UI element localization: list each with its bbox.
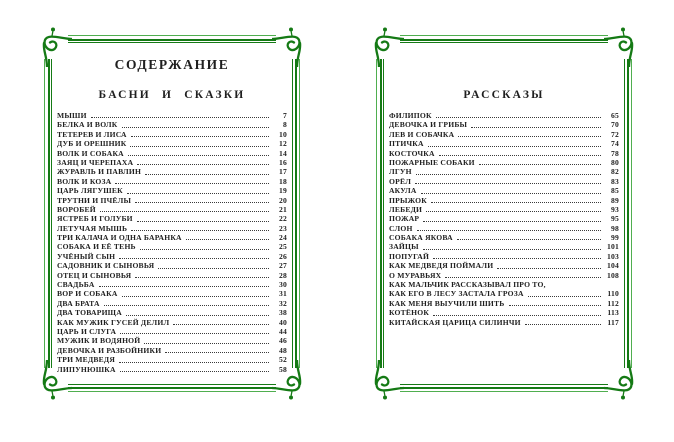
toc-entry-title: ТРУТНИ И ПЧЁЛЫ bbox=[57, 195, 132, 205]
toc-entry bbox=[389, 271, 619, 280]
toc-page-number: 52 bbox=[279, 355, 287, 365]
toc-entry bbox=[57, 139, 287, 148]
toc-page-number: 103 bbox=[607, 251, 619, 261]
toc-dot-leader bbox=[509, 305, 602, 306]
toc-dot-leader bbox=[122, 296, 270, 297]
toc-entry bbox=[389, 214, 619, 223]
toc-entry-title: ЦАРЬ И СЛУГА bbox=[57, 326, 117, 336]
toc-entry bbox=[57, 224, 287, 233]
fables-toc-list bbox=[57, 111, 287, 374]
toc-entry bbox=[57, 327, 287, 336]
toc-entry-title: ВОР И СОБАКА bbox=[57, 289, 118, 299]
toc-dot-leader bbox=[145, 174, 269, 175]
toc-dot-leader bbox=[135, 277, 269, 278]
toc-entry bbox=[57, 261, 287, 270]
toc-dot-leader bbox=[173, 324, 269, 325]
toc-dot-leader bbox=[458, 136, 601, 137]
toc-entry bbox=[57, 186, 287, 195]
toc-entry-title: САДОВНИК И СЫНОВЬЯ bbox=[57, 261, 155, 271]
toc-entry bbox=[57, 252, 287, 261]
toc-entry bbox=[57, 233, 287, 242]
toc-entry bbox=[389, 242, 619, 251]
toc-entry bbox=[57, 308, 287, 317]
toc-dot-leader bbox=[144, 343, 269, 344]
toc-entry-title: КАК МЕДВЕДЯ ПОЙМАЛИ bbox=[389, 261, 494, 271]
toc-page-number: 80 bbox=[611, 157, 619, 167]
toc-dot-leader bbox=[128, 155, 269, 156]
toc-dot-leader bbox=[416, 174, 601, 175]
toc-entry-title: ПОЖАРНЫЕ СОБАКИ bbox=[389, 157, 475, 167]
toc-dot-leader bbox=[115, 183, 269, 184]
toc-page-number: 110 bbox=[607, 289, 619, 299]
toc-entry bbox=[57, 167, 287, 176]
toc-page-number: 17 bbox=[279, 167, 287, 177]
toc-page-number: 7 bbox=[283, 111, 287, 120]
toc-page-number: 46 bbox=[279, 336, 287, 346]
toc-dot-leader bbox=[471, 127, 601, 128]
toc-page-number: 82 bbox=[611, 167, 619, 177]
toc-dot-leader bbox=[433, 258, 601, 259]
toc-dot-leader bbox=[120, 333, 269, 334]
toc-dot-leader bbox=[445, 277, 601, 278]
toc-entry-title: УЧЁНЫЙ СЫН bbox=[57, 251, 116, 261]
toc-dot-leader bbox=[497, 268, 601, 269]
toc-dot-leader bbox=[415, 183, 601, 184]
toc-entry-title: О МУРАВЬЯХ bbox=[389, 270, 442, 280]
toc-page-number: 85 bbox=[611, 186, 619, 196]
toc-dot-leader bbox=[436, 117, 601, 118]
toc-entry-title: СОБАКА ЯКОВА bbox=[389, 233, 453, 243]
toc-dot-leader bbox=[525, 324, 601, 325]
toc-dot-leader bbox=[119, 362, 269, 363]
toc-entry-title: ДЕВОЧКА И РАЗБОЙНИКИ bbox=[57, 345, 162, 355]
toc-page-number: 70 bbox=[611, 120, 619, 130]
toc-page-number: 95 bbox=[611, 214, 619, 224]
toc-entry-title: ТЕТЕРЕВ И ЛИСА bbox=[57, 129, 127, 139]
toc-entry bbox=[389, 139, 619, 148]
toc-entry-title: ЖУРАВЛЬ И ПАВЛИН bbox=[57, 167, 142, 177]
section-title-fables: БАСНИ И СКАЗКИ bbox=[98, 89, 246, 101]
toc-entry bbox=[389, 186, 619, 195]
left-page-content bbox=[53, 44, 291, 383]
toc-page-number: 16 bbox=[279, 157, 287, 167]
toc-entry bbox=[57, 214, 287, 223]
toc-page-number: 65 bbox=[611, 111, 619, 120]
toc-entry bbox=[57, 299, 287, 308]
stories-toc-list bbox=[389, 111, 619, 327]
toc-page-number: 14 bbox=[279, 148, 287, 158]
toc-dot-leader bbox=[428, 146, 601, 147]
toc-entry-title: БЕЛКА И ВОЛК bbox=[57, 120, 118, 130]
toc-page-number: 10 bbox=[279, 129, 287, 139]
toc-entry-title: СВАДЬБА bbox=[57, 280, 95, 290]
toc-entry bbox=[389, 308, 619, 317]
toc-entry-title: ПОПУГАЙ bbox=[389, 251, 430, 261]
toc-dot-leader bbox=[131, 230, 269, 231]
toc-dot-leader bbox=[135, 202, 269, 203]
toc-entry-title: КАК МУЖИК ГУСЕЙ ДЕЛИЛ bbox=[57, 317, 170, 327]
toc-page-number: 44 bbox=[279, 326, 287, 336]
toc-entry bbox=[57, 318, 287, 327]
toc-entry-title: АКУЛА bbox=[389, 186, 417, 196]
toc-entry bbox=[389, 111, 619, 120]
toc-entry-title: КОСТОЧКА bbox=[389, 148, 435, 158]
toc-page-number: 12 bbox=[279, 139, 287, 149]
toc-entry bbox=[389, 318, 619, 327]
toc-entry bbox=[57, 289, 287, 298]
toc-dot-leader bbox=[431, 202, 601, 203]
toc-dot-leader bbox=[100, 211, 269, 212]
toc-entry-title: ЯСТРЕБ И ГОЛУБИ bbox=[57, 214, 133, 224]
toc-entry-title: ДВА ТОВАРИЩА bbox=[57, 308, 122, 318]
section-title-stories: РАССКАЗЫ bbox=[463, 89, 545, 101]
left-page bbox=[44, 35, 300, 392]
toc-dot-leader bbox=[140, 249, 269, 250]
toc-page-number: 40 bbox=[279, 317, 287, 327]
toc-entry-title: ПТИЧКА bbox=[389, 139, 424, 149]
toc-page-number: 24 bbox=[279, 233, 287, 243]
toc-page-number: 38 bbox=[279, 308, 287, 318]
toc-dot-leader bbox=[528, 296, 601, 297]
toc-entry bbox=[389, 252, 619, 261]
right-page bbox=[376, 35, 632, 392]
toc-dot-leader bbox=[479, 164, 601, 165]
toc-page-number: 58 bbox=[279, 364, 287, 374]
toc-entry bbox=[57, 355, 287, 364]
toc-dot-leader bbox=[417, 230, 601, 231]
toc-page-number: 104 bbox=[607, 261, 619, 271]
toc-dot-leader bbox=[122, 127, 270, 128]
toc-entry bbox=[57, 177, 287, 186]
toc-entry-title: КОТЁНОК bbox=[389, 308, 430, 318]
toc-entry-title: КАК ЕГО В ЛЕСУ ЗАСТАЛА ГРОЗА bbox=[389, 289, 524, 299]
toc-dot-leader bbox=[99, 286, 269, 287]
toc-entry-title: СОБАКА И ЕЁ ТЕНЬ bbox=[57, 242, 136, 252]
toc-entry bbox=[57, 280, 287, 289]
toc-entry-title: ЗАЙЦЫ bbox=[389, 242, 419, 252]
toc-entry bbox=[389, 289, 619, 298]
toc-page-number: 83 bbox=[611, 176, 619, 186]
toc-entry bbox=[57, 365, 287, 374]
toc-entry bbox=[57, 205, 287, 214]
toc-dot-leader bbox=[137, 221, 269, 222]
toc-entry-title: ФИЛИПОК bbox=[389, 111, 432, 120]
toc-entry bbox=[389, 205, 619, 214]
toc-entry bbox=[57, 336, 287, 345]
toc-entry-title: ЛЕВ И СОБАЧКА bbox=[389, 129, 455, 139]
toc-entry bbox=[389, 130, 619, 139]
toc-entry bbox=[57, 120, 287, 129]
toc-dot-leader bbox=[186, 239, 269, 240]
toc-page-number: 48 bbox=[279, 345, 287, 355]
toc-page-number: 23 bbox=[279, 223, 287, 233]
toc-page-number: 98 bbox=[611, 223, 619, 233]
toc-entry-title: ТРИ МЕДВЕДЯ bbox=[57, 355, 116, 365]
toc-entry bbox=[389, 177, 619, 186]
toc-entry-title: ДВА БРАТА bbox=[57, 298, 100, 308]
toc-dot-leader bbox=[126, 315, 269, 316]
toc-entry-title: КАК МАЛЬЧИК РАССКАЗЫВАЛ ПРО ТО, bbox=[389, 280, 546, 290]
toc-entry-title: КАК МЕНЯ ВЫУЧИЛИ ШИТЬ bbox=[389, 298, 505, 308]
toc-page-number: 117 bbox=[607, 317, 619, 327]
toc-dot-leader bbox=[131, 136, 269, 137]
toc-entry-title: ВОЛК И КОЗА bbox=[57, 176, 112, 186]
toc-dot-leader bbox=[127, 193, 269, 194]
contents-title: СОДЕРЖАНИЕ bbox=[114, 57, 230, 72]
toc-dot-leader bbox=[439, 155, 601, 156]
toc-page-number: 31 bbox=[279, 289, 287, 299]
toc-dot-leader bbox=[137, 164, 269, 165]
toc-entry bbox=[389, 167, 619, 176]
toc-entry bbox=[389, 196, 619, 205]
toc-page-number: 22 bbox=[279, 214, 287, 224]
toc-page-number: 28 bbox=[279, 270, 287, 280]
toc-entry bbox=[57, 158, 287, 167]
toc-entry-title: ПОЖАР bbox=[389, 214, 420, 224]
toc-entry-title: ЛЕБЕДИ bbox=[389, 204, 423, 214]
toc-entry-title: ДУБ И ОРЕШНИК bbox=[57, 139, 127, 149]
toc-entry-title: ОТЕЦ И СЫНОВЬЯ bbox=[57, 270, 132, 280]
toc-entry-title: ЗАЯЦ И ЧЕРЕПАХА bbox=[57, 157, 134, 167]
toc-entry-title: МУЖИК И ВОДЯНОЙ bbox=[57, 336, 141, 346]
toc-page-number: 112 bbox=[607, 298, 619, 308]
toc-entry-title: ЛГУН bbox=[389, 167, 412, 177]
toc-entry bbox=[57, 111, 287, 120]
toc-entry-title: СЛОН bbox=[389, 223, 413, 233]
toc-page-number: 20 bbox=[279, 195, 287, 205]
toc-page-number: 74 bbox=[611, 139, 619, 149]
toc-entry bbox=[389, 224, 619, 233]
toc-entry bbox=[57, 271, 287, 280]
toc-entry bbox=[57, 196, 287, 205]
toc-entry-title: ЛЕТУЧАЯ МЫШЬ bbox=[57, 223, 128, 233]
toc-entry bbox=[57, 130, 287, 139]
toc-entry-title: ВОЛК И СОБАКА bbox=[57, 148, 124, 158]
toc-dot-leader bbox=[119, 258, 269, 259]
toc-entry bbox=[389, 120, 619, 129]
toc-entry-title: ВОРОБЕЙ bbox=[57, 204, 96, 214]
toc-dot-leader bbox=[130, 146, 269, 147]
toc-dot-leader bbox=[423, 221, 601, 222]
toc-page-number: 78 bbox=[611, 148, 619, 158]
toc-entry bbox=[389, 261, 619, 270]
toc-dot-leader bbox=[120, 371, 269, 372]
toc-page-number: 19 bbox=[279, 186, 287, 196]
toc-entry bbox=[57, 346, 287, 355]
toc-dot-leader bbox=[421, 193, 601, 194]
toc-page-number: 108 bbox=[607, 270, 619, 280]
toc-page-number: 32 bbox=[279, 298, 287, 308]
toc-entry bbox=[389, 149, 619, 158]
toc-page-number: 99 bbox=[611, 233, 619, 243]
toc-dot-leader bbox=[433, 315, 601, 316]
toc-page-number: 26 bbox=[279, 251, 287, 261]
toc-dot-leader bbox=[423, 249, 601, 250]
toc-entry-title: КИТАЙСКАЯ ЦАРИЦА СИЛИНЧИ bbox=[389, 317, 521, 327]
toc-page-number: 8 bbox=[283, 120, 287, 130]
toc-page-number: 27 bbox=[279, 261, 287, 271]
toc-entry bbox=[389, 280, 619, 289]
toc-dot-leader bbox=[457, 239, 601, 240]
toc-page-number: 101 bbox=[607, 242, 619, 252]
toc-entry-title: ОРЁЛ bbox=[389, 176, 412, 186]
toc-page-number: 72 bbox=[611, 129, 619, 139]
toc-entry-title: ДЕВОЧКА И ГРИБЫ bbox=[389, 120, 468, 130]
toc-page-number: 18 bbox=[279, 176, 287, 186]
toc-entry-title: ЛИПУНЮШКА bbox=[57, 364, 116, 374]
toc-entry-title: ЦАРЬ ЛЯГУШЕК bbox=[57, 186, 123, 196]
toc-page-number: 25 bbox=[279, 242, 287, 252]
toc-page-number: 21 bbox=[279, 204, 287, 214]
toc-page-number: 30 bbox=[279, 280, 287, 290]
toc-dot-leader bbox=[158, 268, 269, 269]
toc-entry-title: МЫШИ bbox=[57, 111, 87, 120]
toc-page-number: 93 bbox=[611, 204, 619, 214]
toc-entry-title: ТРИ КАЛАЧА И ОДНА БАРАНКА bbox=[57, 233, 182, 243]
toc-entry bbox=[389, 299, 619, 308]
toc-entry bbox=[389, 158, 619, 167]
toc-entry bbox=[57, 242, 287, 251]
toc-dot-leader bbox=[91, 117, 269, 118]
toc-entry bbox=[57, 149, 287, 158]
toc-page-number: 89 bbox=[611, 195, 619, 205]
toc-dot-leader bbox=[165, 352, 269, 353]
toc-dot-leader bbox=[426, 211, 601, 212]
toc-entry-title: ПРЫЖОК bbox=[389, 195, 427, 205]
toc-page-number: 113 bbox=[607, 308, 619, 318]
toc-entry bbox=[389, 233, 619, 242]
right-page-content bbox=[385, 44, 623, 383]
toc-dot-leader bbox=[104, 305, 269, 306]
